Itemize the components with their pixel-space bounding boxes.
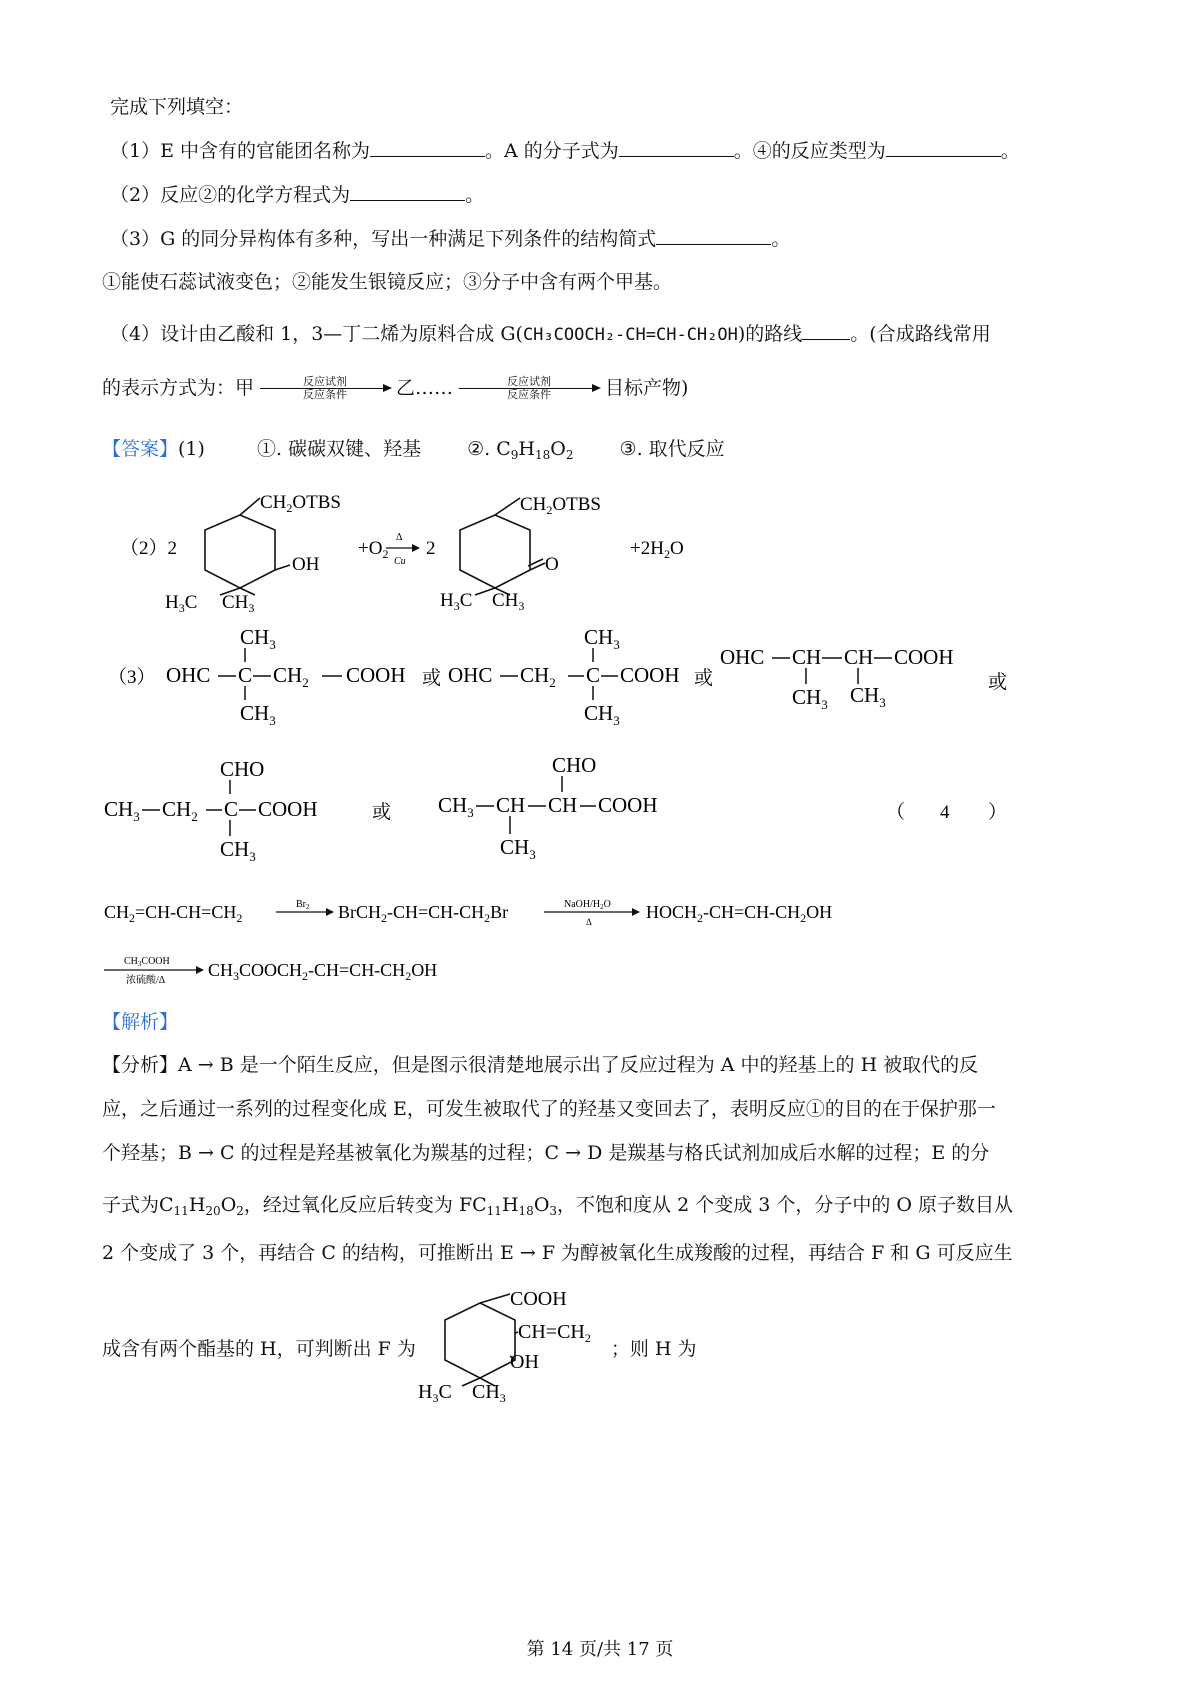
svg-text:CH: CH <box>548 793 578 817</box>
o-label: O <box>545 554 559 575</box>
svg-text:COOH: COOH <box>258 797 318 821</box>
svg-text:CHO: CHO <box>552 753 597 777</box>
q2-text-a: （2）反应②的化学方程式为 <box>110 184 351 206</box>
blank <box>370 154 485 157</box>
svg-text:CH3: $CH_3$ <box>792 685 828 712</box>
route-text-c: 目标产物) <box>605 377 689 400</box>
or-label: 或 <box>694 668 714 689</box>
answer-tag: 【答案】 <box>102 438 179 460</box>
q2-line <box>110 186 484 205</box>
coefficient: 2 <box>426 538 436 559</box>
svg-text:CH3: $CH_3$ <box>240 701 276 728</box>
arrow-top-label: 反应试剂 <box>303 375 348 388</box>
q3-label: （3） <box>108 667 156 688</box>
structure-f <box>410 1278 630 1408</box>
q1-text-c: 。④的反应类型为 <box>733 140 886 162</box>
intro: 完成下列填空： <box>110 96 244 118</box>
q4-line <box>110 325 991 344</box>
ch3-label: $CH_3$ <box>492 590 525 613</box>
blank <box>619 154 734 157</box>
analysis-line-4: 子式为$C_{11}H_{20}O_2$，经过氧化反应后转变为 $FC_{11}H_{18}O_3$，不饱和度从 2 个变成 3 个，分子中的 O 原子数目从 <box>102 1194 1014 1218</box>
formula-o: O <box>550 438 566 460</box>
synthesis-route <box>100 880 1000 1000</box>
g-formula: CH₃COOCH₂-CH=CH-CH₂OH <box>522 325 738 345</box>
arrow-label-delta: Δ <box>586 917 592 927</box>
diol: $HOCH_2-CH=CH-CH_2OH$ <box>646 902 833 925</box>
cyclohexane-ring <box>205 515 275 588</box>
o2-label: $+O_2$ <box>358 538 389 561</box>
answer-line <box>102 440 725 461</box>
route-text-b: 乙…… <box>396 377 454 400</box>
svg-text:COOH: COOH <box>894 645 954 669</box>
q3-line <box>110 230 790 249</box>
h3c-label: $H_3C$ <box>440 590 473 613</box>
arrow-delta: Δ <box>396 532 403 543</box>
h3c-label: $H_3C$ <box>165 592 198 615</box>
ch3-label: $CH_3$ <box>222 592 255 615</box>
arrow-line <box>260 388 390 389</box>
svg-text:CH2: $CH_2$ <box>520 663 556 690</box>
dibromide: $BrCH_2-CH=CH-CH_2Br$ <box>338 902 509 925</box>
q3-text-a: （3）G 的同分异构体有多种，写出一种满足下列条件的结构简式 <box>110 228 657 250</box>
product-g: $CH_3COOCH_2-CH=CH-CH_2OH$ <box>208 960 438 983</box>
analysis-line-2: 应，之后通过一系列的过程变化成 E，可发生被取代了的羟基又变回去了，表明反应①的目的在于保护那一 <box>102 1098 996 1120</box>
or-label: 或 <box>372 802 392 823</box>
svg-text:CH3: $CH_3$ <box>104 797 140 824</box>
h2o-label: $+2H_2O$ <box>630 538 684 561</box>
ch2otbs-label: $CH_2OTBS$ <box>260 492 341 515</box>
svg-text:CH3: $CH_3$ <box>584 701 620 728</box>
svg-text:CH2: $CH_2$ <box>162 797 198 824</box>
ch2otbs-label: $CH_2OTBS$ <box>520 494 601 517</box>
arrow-top-label: 反应试剂 <box>507 375 552 388</box>
analysis-line-3: 个羟基；B → C 的过程是羟基被氧化为羰基的过程；C → D 是羰基与格氏试剂加成后水解的过程；E 的分 <box>102 1142 990 1164</box>
q4-label-open: （ <box>886 802 906 823</box>
q4-text-c: 。(合成路线常用 <box>850 323 991 345</box>
or-label: 或 <box>422 668 442 689</box>
svg-text:CH: CH <box>496 793 526 817</box>
q1-text-b: 。A 的分子式为 <box>485 140 619 162</box>
analysis-line-6: 成含有两个酯基的 H，可判断出 F 为 ；则 H 为 <box>102 1338 697 1360</box>
structure-5 <box>438 753 658 862</box>
svg-text:CH2: $CH_2$ <box>273 663 309 690</box>
structure-3 <box>720 645 954 712</box>
arrow-label-h2so4: 浓硫酸/Δ <box>126 975 166 986</box>
page-footer: 第 14 页/共 17 页 <box>526 1639 674 1660</box>
structure-4 <box>104 757 318 864</box>
semicolon-spacer <box>628 1353 638 1357</box>
q4-text-b: )的路线 <box>737 323 803 345</box>
arrow-label-acetic: $CH_3COOH$ <box>124 956 170 968</box>
svg-text:COOH: COOH <box>346 663 406 687</box>
butadiene: $CH_2=CH-CH=CH_2$ <box>104 902 243 925</box>
structure-1 <box>166 625 406 728</box>
svg-text:COOH: COOH <box>620 663 680 687</box>
formula-c: ②. C <box>467 438 511 460</box>
svg-text:C: C <box>238 663 253 687</box>
q3-text-b: 。 <box>771 228 791 250</box>
svg-text:CH: CH <box>844 645 874 669</box>
formula-h: H <box>518 438 535 460</box>
blank <box>886 154 1001 157</box>
reaction-arrow <box>459 376 599 401</box>
svg-text:CH3: $CH_3$ <box>438 793 474 820</box>
answer-part1: ①. 碳碳双键、羟基 <box>256 438 422 460</box>
answer-part2: ②. $C_9H_{18}O_2$ <box>467 438 574 462</box>
svg-text:CH3: $CH_3$ <box>500 835 536 862</box>
cyclohexane-ring <box>460 515 530 588</box>
reaction-arrow <box>260 376 390 401</box>
oh-label: OH <box>292 554 320 575</box>
svg-text:CH3: $CH_3$ <box>850 683 886 710</box>
svg-text:CH3: $CH_3$ <box>220 837 256 864</box>
q1-text-a: （1）E 中含有的官能团名称为 <box>110 140 370 162</box>
analysis-line-1: 【分析】A → B 是一个陌生反应，但是图示很清楚地展示出了反应过程为 A 中的羟基上的 H 被取代的反 <box>102 1054 979 1076</box>
svg-text:C: C <box>586 663 601 687</box>
ch3-label: $CH_3$ <box>472 1381 506 1405</box>
svg-text:OHC: OHC <box>720 645 765 669</box>
blank <box>802 337 850 340</box>
arrow-line <box>459 388 599 389</box>
q1-line <box>110 142 1020 161</box>
q4-label-number: 4 <box>940 802 950 823</box>
oh-label: OH <box>510 1351 539 1373</box>
cyclohexane-ring <box>445 1303 515 1378</box>
analysis-tag: 【解析】 <box>102 1011 179 1033</box>
blank <box>350 198 465 201</box>
answer-part3: ③. 取代反应 <box>619 438 725 460</box>
svg-text:C: C <box>224 797 239 821</box>
arrow-label-br2: $Br_2$ <box>296 899 310 911</box>
arrow-bottom-label: 反应条件 <box>507 388 552 402</box>
route-format <box>102 376 688 401</box>
svg-text:COOH: COOH <box>598 793 658 817</box>
svg-text:OHC: OHC <box>166 663 211 687</box>
h3c-label: $H_3C$ <box>418 1381 452 1405</box>
blank <box>656 242 771 245</box>
or-label: 或 <box>988 672 1008 693</box>
answer-number: (1) <box>178 438 205 460</box>
svg-text:CHO: CHO <box>220 757 265 781</box>
q3-structures <box>100 620 1120 870</box>
analysis-line-5: 2 个变成了 3 个，再结合 C 的结构，可推断出 E → F 为醇被氧化生成羧酸的过程，再结合 F 和 G 可反应生 <box>102 1242 1013 1264</box>
q2-text-b: 。 <box>465 184 485 206</box>
svg-text:CH: CH <box>792 645 822 669</box>
q1-text-d: 。 <box>1000 140 1020 162</box>
vinyl-label: $CH=CH_2$ <box>518 1321 591 1345</box>
arrow-bottom-label: 反应条件 <box>303 388 348 402</box>
svg-text:CH3: $CH_3$ <box>240 625 276 652</box>
arrow-label-naoh: NaOH/$H_2O$ <box>564 899 611 911</box>
route-text-a: 的表示方式为：甲 <box>102 377 255 400</box>
eq2-label: （2）2 <box>120 538 178 559</box>
svg-text:CH3: $CH_3$ <box>584 625 620 652</box>
conditions: ①能使石蕊试液变色；②能发生银镜反应；③分子中含有两个甲基。 <box>102 271 673 293</box>
q4-text-a: （4）设计由乙酸和 1，3—丁二烯为原料合成 G( <box>110 323 523 345</box>
q4-label-close: ） <box>988 802 1008 823</box>
cooh-label: COOH <box>510 1288 567 1310</box>
structure-2 <box>448 625 680 728</box>
equation-2 <box>100 490 800 620</box>
arrow-cu: Cu <box>394 556 406 567</box>
svg-text:OHC: OHC <box>448 663 493 687</box>
